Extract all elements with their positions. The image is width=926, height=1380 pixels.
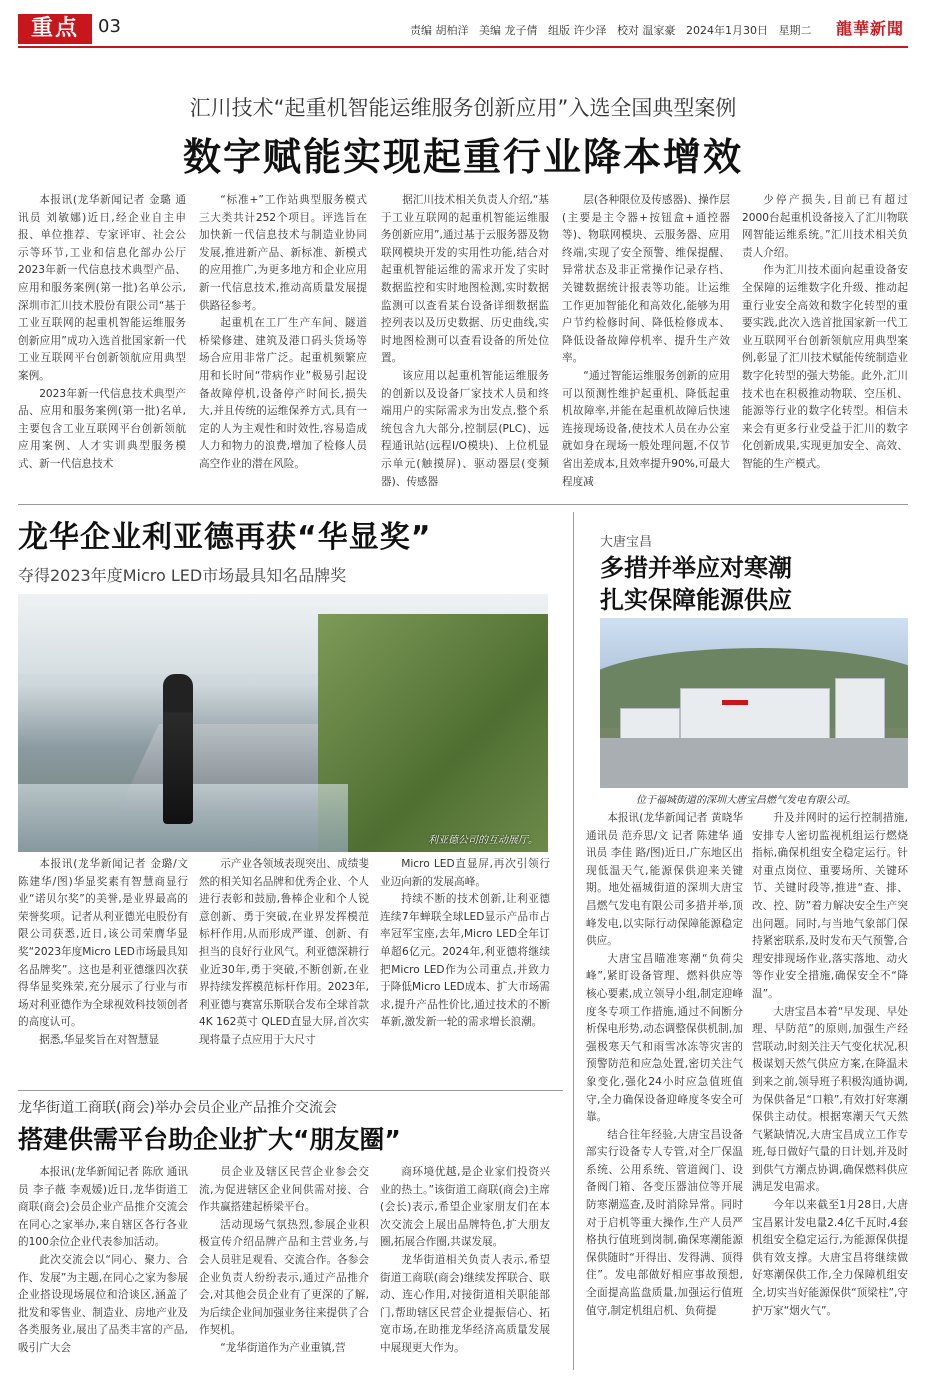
newspaper-logo: 龍華新聞 (836, 19, 905, 38)
credit-editor: 责编 胡柏洋 (410, 24, 469, 37)
paragraph: 该应用以起重机智能运维服务的创新以及设备厂家技术人员和终端用户的实际需求为出发点,整个系统包含九大部分,控制层(PLC)、远程通讯站(远程I/O模块)、上位机显示单元(触摸屏)、驱动器层(变频器)、传感器 (381, 369, 549, 488)
paragraph: “龙华街道作为产业重镇,营 (220, 1341, 346, 1354)
paragraph: Micro LED直显屏,再次引领行业迈向新的发展高峰。 (380, 858, 550, 888)
paragraph: 本报讯(龙华新闻记者 黄晓华 通讯员 范乔思/文 记者 陈建华 通讯员 李佳 路/图)近日,广东地区出现低温天气,能源保供迎来关键期。地处福城街道的深圳大唐宝昌燃气发电有限公司多措并举,顶峰发电,以实际行动保障能源稳定供应。 (586, 812, 743, 948)
paragraph: 龙华街道相关负责人表示,希望街道工商联(商会)继续发挥联合、联动、连心作用,对接街道相关职能部门,帮助辖区民营企业提振信心、拓宽市场,在助推龙华经济高质量发展中展现更大作为。 (380, 1253, 550, 1354)
paragraph: 本报讯(龙华新闻记者 陈欣 通讯员 李子薇 李观媛)近日,龙华街道工商联(商会)会员企业产品推介交流会在同心之家举办,来自辖区各行各业的100余位企业代表参加活动。 (18, 1166, 188, 1249)
photo-green-wall (318, 614, 548, 852)
lead-column-3 (381, 192, 549, 497)
lead-column-4 (562, 192, 730, 497)
issue-date: 2024年1月30日 (686, 24, 768, 37)
paragraph: 2023年新一代信息技术典型产品、应用和服务案例(第一批)名单,主要包含工业互联网平台创新领航应用案例、人才实训典型服务模式、新一代信息技术 (18, 387, 186, 470)
story3-photo (600, 618, 908, 788)
story2-photo-caption: 利亚德公司的互动展厅。 (428, 835, 538, 846)
paragraph: 据悉,华显奖旨在对智慧显 (39, 1033, 160, 1046)
page-number: 03 (98, 16, 121, 37)
paragraph: 大唐宝昌瞄准寒潮“负荷尖峰”,紧盯设备管理、燃料供应等核心要素,成立领导小组,制定迎峰度冬专项工作措施,通过不间断分析保电形势,动态调整保供机制,加强极寒天气和雨雪冰冻等灾害的预警防范和应急处置,密切关注气象变化,强化24小时应急值班值守,全力确保设备迎峰度冬安全可靠。 (586, 952, 743, 1124)
story4-headline: 搭建供需平台助企业扩大“朋友圈” (18, 1125, 401, 1154)
lead-kicker: 汇川技术“起重机智能运维服务创新应用”入选全国典型案例 (189, 96, 737, 120)
credit-designer: 美编 龙子倩 (479, 24, 538, 37)
lead-headline: 数字赋能实现起重行业降本增效 (182, 135, 743, 179)
photo-building (680, 688, 830, 743)
photo-sign (722, 700, 748, 705)
paragraph: “通过智能运维服务创新的应用可以预测性维护起重机、降低起重机故障率,并能在起重机故障后快速连接现场设备,使技术人员在办公室就如身在现场一般处理问题,不仅节省出差成本,且效率提升90%,可最大程度减 (562, 369, 730, 488)
paragraph: 持续不断的技术创新,让利亚德连续7年蝉联全球LED显示产品市占率冠军宝座,去年,Micro LED全年订单超6亿元。2024年,利亚德将继续把Micro LED作为公司重点,并致力于降低Micro LED成本、扩大市场需求,提升产品性价比,通过技术的不断革新,激发新一轮的需求增长浪潮。 (380, 893, 550, 1029)
paragraph: 商环境优越,是企业家们投资兴业的热土。”该街道工商联(商会)主席(会长)表示,希望企业家朋友们在本次交流会上展出品牌特色,扩大朋友圈,拓展合作圈,共谋发展。 (380, 1166, 550, 1249)
paragraph: 员企业及辖区民营企业参会交流,为促进辖区企业间供需对接、合作共赢搭建起桥梁平台。 (199, 1166, 369, 1214)
section-divider (18, 1090, 563, 1091)
paragraph: 据汇川技术相关负责人介绍,“基于工业互联网的起重机智能运维服务创新应用”,通过基于云服务器及物联网模块开发的实用性功能,结合对起重机智能运维的需求开发了实时数据监控和实时地图检测,实时数据监测可以查看某台设备详细数据监控列表以及历史数据、历史曲线,实时地图检测可以查看设备的所处位置。 (381, 194, 549, 365)
story3-kicker: 大唐宝昌 (600, 535, 653, 550)
page-header (0, 0, 926, 50)
credit-layout: 组版 许少泽 (548, 24, 607, 37)
paragraph: 活动现场气氛热烈,参展企业积极宣传介绍品牌产品和主营业务,与会人员驻足观看、交流合作。各参会企业负责人纷纷表示,通过产品推介会,对其他会员企业有了更深的了解,为后续企业间加强业务往来提供了合作契机。 (199, 1218, 369, 1337)
paragraph: 示产业各领域表现突出、成绩斐然的相关知名品牌和优秀企业、个人进行表彰和鼓励,鲁棒企业和个人锐意创新、勇于突破,在业界发挥模范标杆作用,从而形成严谨、创新、有担当的良好行业风气。利亚德深耕行业近30年,勇于突破,不断创新,在业界持续发挥模范标杆作用。2023年,利亚德与赛富乐斯联合发布全球首款4K 162英寸 QLED直显大屏,首次实现将量子点应用于大尺寸 (199, 858, 369, 1046)
paragraph: 本报讯(龙华新闻记者 金璐/文 陈建华/图)华显奖素有智慧商显行业“诺贝尔奖”的美誉,是业界最高的荣誉奖项。记者从利亚德光电股份有限公司获悉,近日,该公司荣膺华显奖“2023年度Micro LED市场最具知名品牌奖”。这也是利亚德继四次获得华显奖殊荣,充分展示了行业与市场对利亚德作为全球视效科技领创者的高度认可。 (18, 858, 188, 1029)
paragraph: 起重机在工厂生产车间、隧道桥梁修建、建筑及港口码头货场等场合应用非常广泛。起重机频繁应用和长时间“带病作业”极易引起设备故障停机,设备停产时间长,损失大,并且传统的运维保养方式,具有一定的人为主观性和时效性,容易造成人力和物力的浪费,增加了检修人员高空作业的潜在风险。 (199, 317, 367, 470)
paragraph: 此次交流会以“同心、聚力、合作、发展”为主题,在同心之家为参展企业搭设现场展位和洽谈区,涵盖了批发和零售业、制造业、房地产业及各类服务业,展出了品类丰富的产品,吸引广大会 (18, 1253, 188, 1354)
credits (410, 22, 819, 38)
section-badge: 重点 (18, 14, 92, 44)
story4-kicker: 龙华街道工商联(商会)举办会员企业产品推介交流会 (18, 1100, 337, 1116)
paragraph: 作为汇川技术面向起重设备安全保障的运维数字化升级、推动起重行业安全高效和数字化转型的重要实践,此次入选首批国家新一代工业互联网平台创新领航应用典型案例,彰显了汇川技术赋能传统制造业数字化转型的强大势能。此外,汇川技术也在积极推动物联、空压机、能源等行业的数字化转型。相信未来会有更多行业受益于汇川的数字化创新成果,实现更加安全、高效、智能的生产模式。 (742, 264, 908, 470)
story3-column-2 (752, 810, 908, 1370)
story2-photo (18, 594, 548, 852)
section-divider (18, 504, 908, 505)
story2-column-2 (199, 856, 369, 1086)
issue-weekday: 星期二 (778, 24, 812, 37)
credit-proof: 校对 温家豪 (617, 24, 676, 37)
story3-headline-line2: 扎实保障能源供应 (600, 586, 792, 614)
paragraph: 少停产损失,目前已有超过2000台起重机设备接入了汇川物联网智能运维系统。”汇川技术相关负责人介绍。 (742, 194, 908, 259)
photo-building (835, 678, 885, 743)
story3-photo-caption: 位于福城街道的深圳大唐宝昌燃气发电有限公司。 (636, 795, 856, 806)
column-divider (573, 512, 574, 1370)
story4-column-3 (380, 1164, 550, 1370)
paragraph: 大唐宝昌本着“早发现、早处理、早防范”的原则,加强生产经营联动,时刻关注天气变化状况,积极谋划天然气供应方案,在降温未到来之前,领导班子积极沟通协调,为保供备足“口粮”,有效打好寒潮保供主动仗。根据寒潮天气天然气紧缺情况,大唐宝昌成立工作专班,每日做好气量的日计划,并及时到供气方潮点协调,确保燃料供应满足发电需求。 (752, 1005, 908, 1194)
lead-column-2 (199, 192, 367, 497)
paragraph: 层(各种限位及传感器)、操作层(主要是主令器+按钮盒+通控器等)、物联网模块、云服务器、应用终端,实现了安全预警、维保提醒、异常状态及非正常操作记录存档、关键数据统计报表等功能。让运维工作更加智能化和高效化,能够为用户节约检修时间、降低检修成本、降低设备故障停机率、提升生产效率。 (562, 194, 730, 365)
story4-column-2 (199, 1164, 369, 1370)
lead-column-5 (742, 192, 908, 497)
story2-column-3 (380, 856, 550, 1086)
story3-column-1 (586, 810, 743, 1370)
paragraph: “标准+”工作站典型服务模式三大类共计252个项目。评选旨在加快新一代信息技术与制造业协同发展,推进新产品、新标准、新模式的应用推广,为更多地方和企业应用新一代信息技术,推动高质量发展提供路径参考。 (199, 194, 367, 312)
header-rule (18, 46, 908, 48)
paragraph: 今年以来截至1月28日,大唐宝昌累计发电量2.4亿千瓦时,4套机组安全稳定运行,为能源保供提供有效支撑。大唐宝昌将继续做好寒潮保供工作,全力保障机组安全,切实当好能源保供“顶梁柱”,守护万家“烟火气”。 (752, 1199, 908, 1317)
story4-column-1 (18, 1164, 188, 1370)
paragraph: 本报讯(龙华新闻记者 金璐 通讯员 刘敏娜)近日,经企业自主申报、单位推荐、专家评审、社会公示等环节,工业和信息化部办公厅2023年新一代信息技术典型产品、应用和服务案例(第一批)名单公示,深圳市汇川技术股份有限公司“基于工业互联网的起重机智能运维服务创新应用”成功入选首批国家新一代工业互联网平台创新领航应用典型案例。 (18, 194, 186, 382)
story3-headline-line1: 多措并举应对寒潮 (600, 554, 792, 582)
story2-column-1 (18, 856, 188, 1086)
photo-person (163, 674, 193, 824)
story2-headline: 龙华企业利亚德再获“华显奖” (18, 520, 432, 555)
paragraph: 升及并网时的运行控制措施,安排专人密切监视机组运行燃烧指标,确保机组安全稳定运行。针对重点岗位、重要场所、关键环节、关键时段等,推进“查、排、改、控、防”着力解决安全生产突出问题。同时,与当地气象部门保持紧密联系,及时发布天气预警,合理安排现场作业,落实落地、动火等作业安全措施,确保安全不“降温”。 (752, 812, 908, 1000)
lead-column-1 (18, 192, 186, 497)
paragraph: 结合往年经验,大唐宝昌设备部实行设备专人专管,对全厂保温系统、公用系统、管道阀门、设备阀门箱、各变压器油位等开展防寒潮巡查,及时消除异常。同时对于启机等重大操作,生产人员严格执行值班到岗制,确保寒潮能源保供随时“开得出、发得满、顶得住”。发电部做好相应事故预想,全面提高监盘质量,加强运行值班值守,制定机组启机、负荷提 (586, 1128, 743, 1317)
story2-subheadline: 夺得2023年度Micro LED市场最具知名品牌奖 (18, 566, 347, 585)
photo-plaza (600, 738, 908, 788)
